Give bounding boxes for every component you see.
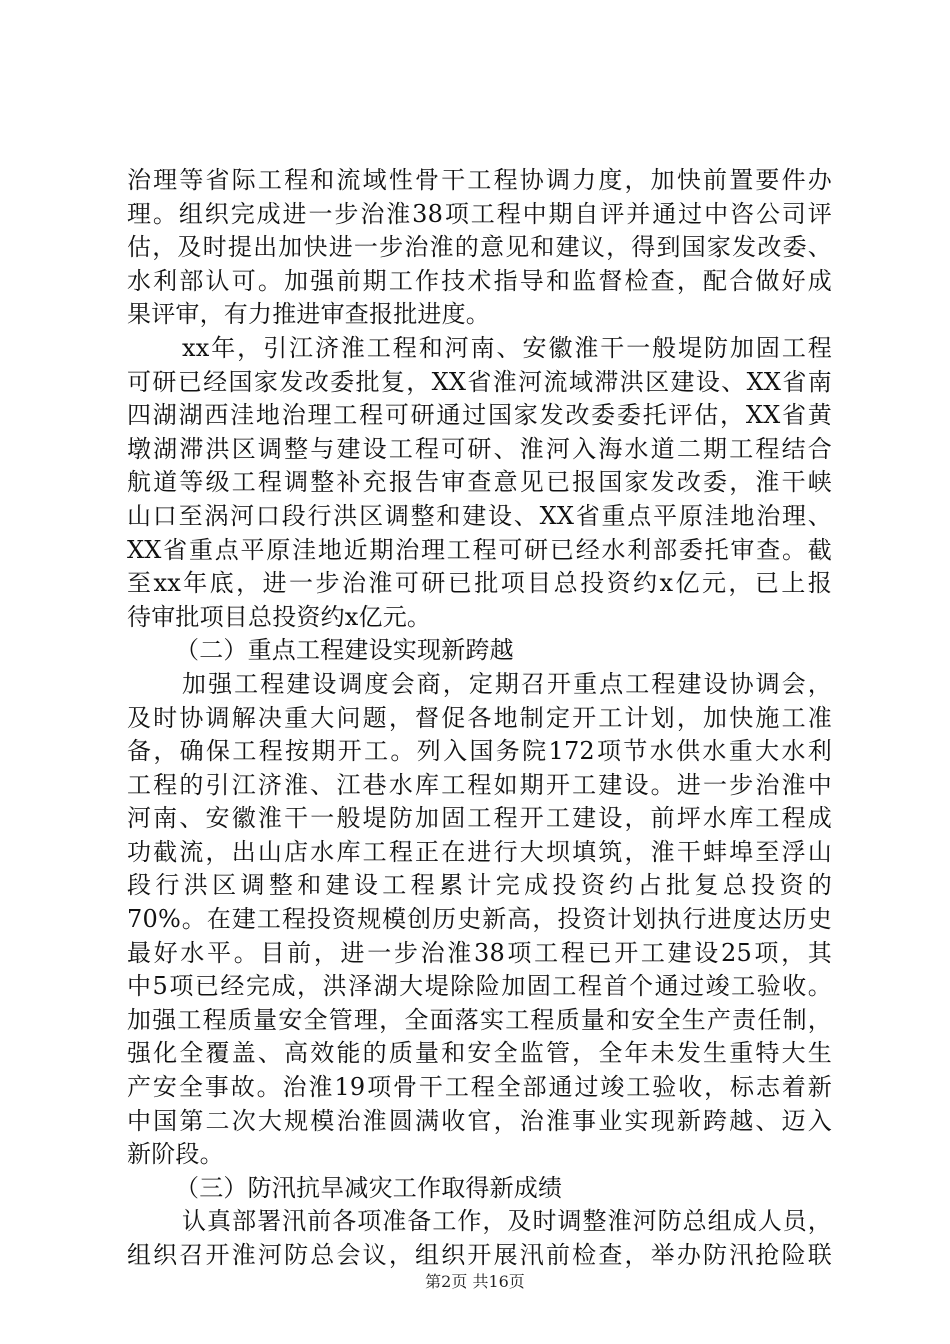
text-line: 功截流，出山店水库工程正在进行大坝填筑，淮干蚌埠至浮山 bbox=[127, 837, 832, 866]
text-line: 山口至涡河口段行洪区调整和建设、XX省重点平原洼地治理、 bbox=[127, 501, 832, 530]
text-line: 70%。在建工程投资规模创历史新高，投资计划执行进度达历史 bbox=[127, 905, 832, 934]
text-line: 产安全事故。治淮19项骨干工程全部通过竣工验收，标志着新 bbox=[127, 1073, 832, 1102]
text-line: 段行洪区调整和建设工程累计完成投资约占批复总投资的 bbox=[127, 871, 832, 900]
text-line: 河南、安徽淮干一般堤防加固工程开工建设，前坪水库工程成 bbox=[127, 804, 832, 833]
page-number-footer: 第2页 共16页 bbox=[425, 1272, 525, 1291]
text-line: xx年，引江济淮工程和河南、安徽淮干一般堤防加固工程 bbox=[182, 333, 832, 362]
text-line: 至xx年底，进一步治淮可研已批项目总投资约x亿元，已上报 bbox=[127, 569, 832, 598]
text-line: 及时协调解决重大问题，督促各地制定开工计划，加快施工准 bbox=[127, 703, 832, 732]
document-body bbox=[127, 164, 832, 1273]
text-line: 组织召开淮河防总会议，组织开展汛前检查，举办防汛抢险联 bbox=[127, 1241, 832, 1269]
text-line: 理。组织完成进一步治淮38项工程中期自评并通过中咨公司评 bbox=[127, 199, 832, 228]
text-line: 强化全覆盖、高效能的质量和安全监管，全年未发生重特大生 bbox=[127, 1039, 832, 1068]
text-line: 治理等省际工程和流域性骨干工程协调力度，加快前置要件办 bbox=[127, 166, 832, 194]
text-line: 航道等级工程调整补充报告审查意见已报国家发改委，淮干峡 bbox=[127, 468, 832, 497]
text-line: 备，确保工程按期开工。列入国务院172项节水供水重大水利 bbox=[127, 737, 832, 766]
section-heading: （三）防汛抗旱减灾工作取得新成绩 bbox=[175, 1173, 563, 1202]
text-line: 新阶段。 bbox=[127, 1140, 224, 1169]
text-line: 墩湖滞洪区调整与建设工程可研、淮河入海水道二期工程结合 bbox=[127, 434, 832, 463]
text-line: 中国第二次大规模治淮圆满收官，治淮事业实现新跨越、迈入 bbox=[127, 1106, 832, 1135]
text-line: XX省重点平原洼地近期治理工程可研已经水利部委托审查。截 bbox=[127, 535, 832, 564]
text-line: 四湖湖西洼地治理工程可研通过国家发改委委托评估，XX省黄 bbox=[127, 401, 832, 430]
text-line: 水利部认可。加强前期工作技术指导和监督检查，配合做好成 bbox=[127, 266, 832, 295]
text-line: 工程的引江济淮、江巷水库工程如期开工建设。进一步治淮中 bbox=[127, 770, 832, 799]
text-line: 果评审，有力推进审查报批进度。 bbox=[127, 300, 490, 329]
text-line: 估，及时提出加快进一步治淮的意见和建议，得到国家发改委、 bbox=[127, 233, 832, 262]
section-heading: （二）重点工程建设实现新跨越 bbox=[175, 636, 514, 665]
text-line: 加强工程质量安全管理，全面落实工程质量和安全生产责任制， bbox=[127, 1005, 832, 1034]
text-line: 中5项已经完成，洪泽湖大堤除险加固工程首个通过竣工验收。 bbox=[127, 972, 832, 1001]
text-line: 待审批项目总投资约x亿元。 bbox=[127, 602, 432, 631]
text-line: 加强工程建设调度会商，定期召开重点工程建设协调会， bbox=[182, 669, 832, 698]
text-line: 可研已经国家发改委批复，XX省淮河流域滞洪区建设、XX省南 bbox=[127, 367, 832, 396]
text-line: 最好水平。目前，进一步治淮38项工程已开工建设25项，其 bbox=[127, 938, 832, 967]
text-line: 认真部署汛前各项准备工作，及时调整淮河防总组成人员， bbox=[182, 1207, 832, 1236]
